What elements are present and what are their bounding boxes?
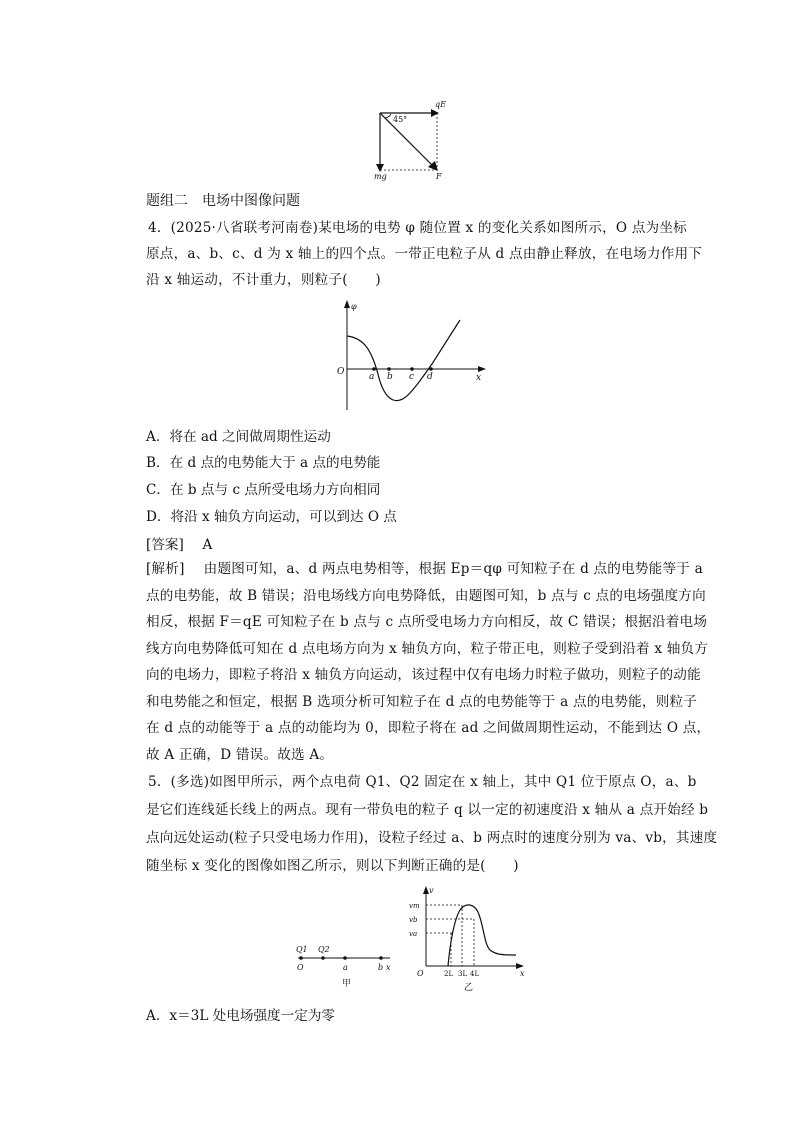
q4-analysis-line-8: 故 A 正确，D 错误。故选 A。 — [146, 747, 334, 763]
yi-tick-2L: 2L — [444, 970, 454, 978]
section-heading: 题组二 电场中图像问题 — [146, 193, 300, 209]
graph-point-b: b — [387, 372, 393, 382]
q4-analysis-line-7: 在 d 点的动能等于 a 点的动能均为 0，即粒子将在 ad 之间做周期性运动，不能到达 O 点， — [146, 720, 711, 736]
jia-label-b: b — [378, 963, 384, 972]
yi-tick-3L: 3L — [458, 970, 468, 978]
yi-y-label: v — [429, 886, 434, 895]
q4-analysis-line-6: 和电势能之和恒定，根据 B 选项分析可知粒子在 d 点的电势能等于 a 点的电势能，则粒子 — [146, 694, 698, 710]
jia-label-x: x — [386, 963, 391, 972]
q5-line-4: 随坐标 x 变化的图像如图乙所示，则以下判断正确的是( ) — [146, 858, 519, 874]
q5-line-2: 是它们连线延长线上的两点。现有一带负电的粒子 q 以一定的初速度沿 x 轴从 a 点开始经 b — [146, 802, 709, 818]
graph-y-label: φ — [351, 302, 357, 311]
q5-line-1: 5．(多选)如图甲所示，两个点电荷 Q1、Q2 固定在 x 轴上，其中 Q1 位于原点 O，a、b — [148, 774, 697, 790]
q4-option-a: A．将在 ad 之间做周期性运动 — [146, 429, 331, 445]
jia-label-Q1: Q1 — [296, 945, 308, 954]
potential-graph — [334, 298, 494, 414]
yi-origin: O — [417, 969, 424, 978]
q4-analysis-line-2: 点的电势能，故 B 错误；沿电场线方向电势降低，由题图可知，b 点与 c 点的电场强度方向 — [146, 588, 706, 604]
q4-line-2: 原点，a、b、c、d 为 x 轴上的四个点。一带正电粒子从 d 点由静止释放，在电场力作用下 — [146, 246, 703, 262]
answer-tag: [答案] — [146, 537, 184, 553]
q5-option-a: A．x＝3L 处电场强度一定为零 — [146, 1008, 336, 1024]
force-diagram — [365, 96, 465, 184]
label-F: F — [436, 172, 442, 181]
yi-v-m: vm — [409, 902, 420, 910]
graph-point-d: d — [427, 372, 433, 382]
q4-analysis-line-1 — [146, 559, 703, 579]
jia-label-a: a — [343, 963, 348, 972]
jia-caption: 甲 — [342, 979, 352, 989]
q4-answer-row — [146, 533, 212, 553]
q4-line-3: 沿 x 轴运动，不计重力，则粒子( ) — [146, 272, 381, 288]
jia-label-Q2: Q2 — [318, 945, 330, 954]
q5-line-3: 点向远处运动(粒子只受电场力作用)，设粒子经过 a、b 两点时的速度分别为 va、vb，其速度 — [146, 830, 718, 846]
graph-point-c: c — [409, 372, 415, 382]
yi-v-b: vb — [409, 916, 418, 924]
graph-point-a: a — [369, 372, 375, 382]
figure-jia — [292, 938, 402, 990]
label-qE: qE — [435, 100, 446, 109]
jia-label-O: O — [297, 963, 304, 972]
answer-value: A — [202, 537, 213, 553]
label-mg: mg — [374, 172, 387, 181]
q4-line-1: 4．(2025·八省联考河南卷)某电场的电势 φ 随位置 x 的变化关系如图所示，O 点为坐标 — [148, 220, 687, 236]
q4-analysis-line-4: 线方向电势降低可知在 d 点电场方向为 x 轴负方向，粒子带正电，则粒子受到沿着 x 轴负方 — [146, 641, 709, 657]
q4-option-d: D．将沿 x 轴负方向运动，可以到达 O 点 — [146, 509, 397, 525]
q4-analysis-line-5: 向的电场力，即粒子将沿 x 轴负方向运动，该过程中仅有电场力时粒子做功，则粒子的动能 — [146, 667, 701, 683]
figure-yi — [404, 884, 530, 994]
yi-v-a: va — [409, 930, 418, 938]
analysis-text-1: 由题图可知，a、d 两点电势相等，根据 Ep＝qφ 可知粒子在 d 点的电势能等于 a — [203, 561, 703, 577]
graph-x-label: x — [476, 373, 482, 383]
yi-caption: 乙 — [464, 983, 474, 993]
q4-option-c: C．在 b 点与 c 点所受电场力方向相同 — [146, 482, 381, 498]
analysis-tag: [解析] — [146, 561, 185, 577]
q4-option-b: B．在 d 点的电势能大于 a 点的电势能 — [146, 455, 381, 471]
yi-x-label: x — [520, 969, 525, 978]
label-angle: 45° — [393, 115, 408, 124]
yi-tick-4L: 4L — [470, 970, 480, 978]
q4-analysis-line-3: 相反，根据 F＝qE 可知粒子在 b 点与 c 点所受电场力方向相反，故 C 错误；根据沿着电场 — [146, 614, 708, 630]
graph-origin: O — [337, 367, 345, 377]
